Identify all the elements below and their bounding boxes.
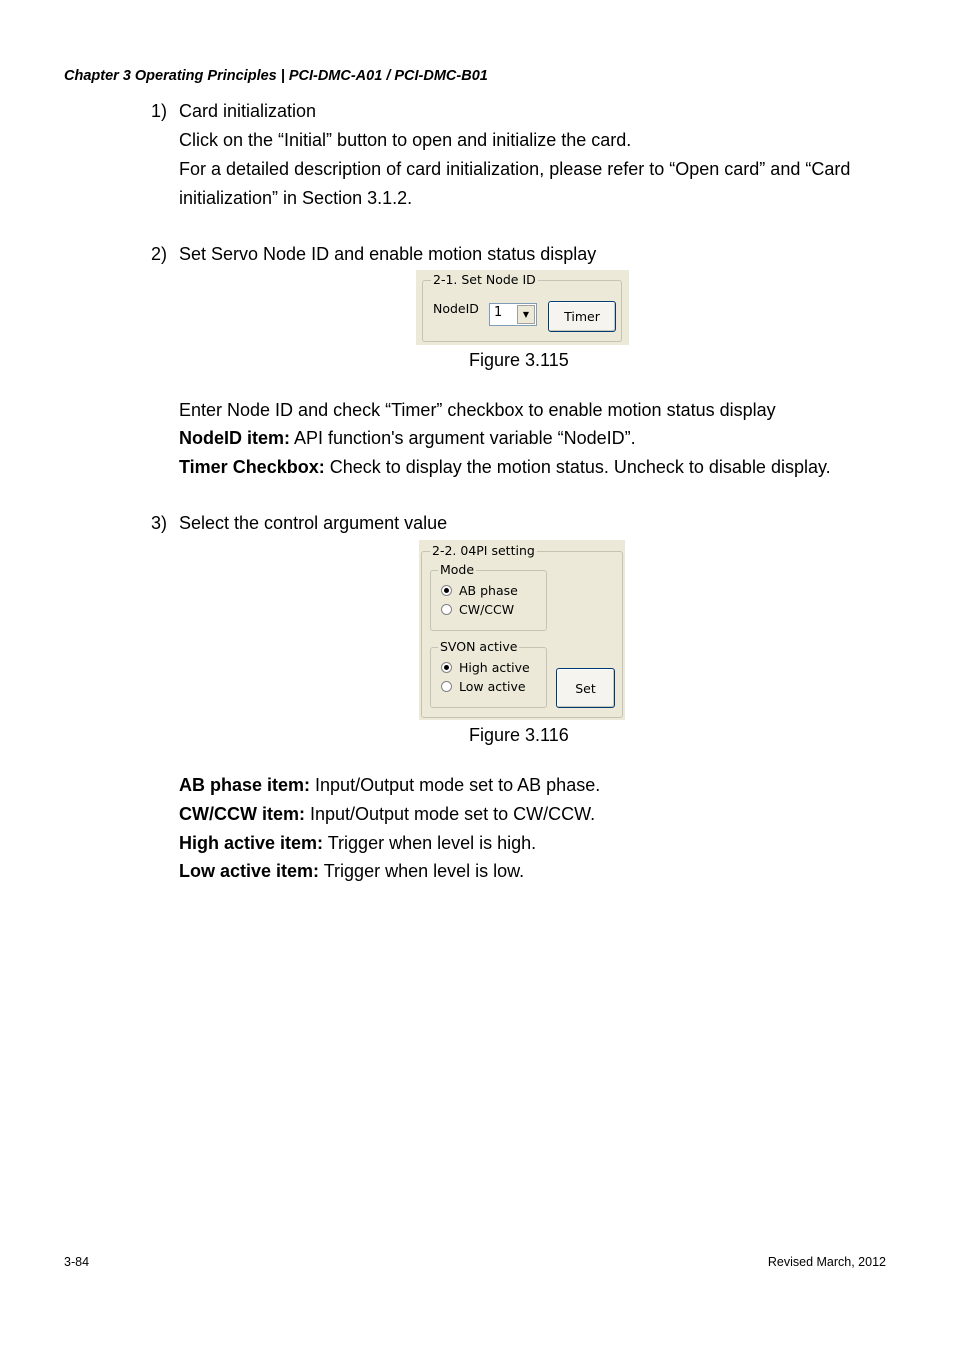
timer-item-line bbox=[179, 457, 831, 478]
svon-high-active-label: High active bbox=[459, 660, 530, 675]
set-button[interactable]: Set bbox=[556, 668, 615, 708]
svon-active-group-title: SVON active bbox=[440, 639, 518, 654]
section-1-number: 1) bbox=[151, 101, 168, 121]
radio-selected-icon[interactable] bbox=[441, 585, 452, 596]
section-1-line-2: For a detailed description of card initialization, please refer to “Open card” and “Card bbox=[179, 159, 851, 179]
section-1-line-1: Click on the “Initial” button to open and initialize the card. bbox=[179, 130, 632, 150]
high-active-item-text: Trigger when level is high. bbox=[323, 833, 537, 853]
high-active-item-line bbox=[179, 833, 536, 854]
high-active-item-label: High active item: bbox=[179, 833, 324, 853]
radio-unselected-icon[interactable] bbox=[441, 604, 452, 615]
04pi-setting-panel bbox=[419, 540, 625, 720]
svon-high-active-radio[interactable] bbox=[441, 660, 530, 675]
cw-ccw-item-text: Input/Output mode set to CW/CCW. bbox=[304, 804, 596, 824]
section-2-title: Set Servo Node ID and enable motion status display bbox=[179, 244, 597, 264]
mode-cw-ccw-radio[interactable] bbox=[441, 602, 514, 617]
mode-group-title: Mode bbox=[440, 562, 475, 577]
section-3-number: 3) bbox=[151, 513, 168, 533]
nodeid-label: NodeID bbox=[433, 301, 479, 316]
nodeid-select-value: 1 bbox=[494, 305, 503, 320]
nodeid-select[interactable] bbox=[489, 303, 537, 326]
svon-low-active-label: Low active bbox=[459, 679, 526, 694]
radio-selected-icon[interactable] bbox=[441, 662, 452, 673]
svon-low-active-radio[interactable] bbox=[441, 679, 526, 694]
section-3-title: Select the control argument value bbox=[179, 513, 448, 533]
timer-item-label: Timer Checkbox: bbox=[179, 457, 325, 477]
set-node-id-panel bbox=[416, 270, 629, 345]
low-active-item-text: Trigger when level is low. bbox=[319, 861, 525, 881]
mode-cw-ccw-label: CW/CCW bbox=[459, 602, 515, 617]
mode-ab-phase-radio[interactable] bbox=[441, 583, 518, 598]
figure-3-116-caption: Figure 3.116 bbox=[469, 725, 569, 745]
low-active-item-line bbox=[179, 861, 524, 882]
section-2-description: Enter Node ID and check “Timer” checkbox to enable motion status display bbox=[179, 400, 776, 420]
nodeid-item-text: API function's argument variable “NodeID”. bbox=[290, 428, 636, 448]
section-1-line-3: initialization” in Section 3.1.2. bbox=[179, 188, 413, 208]
chapter-header: Chapter 3 Operating Principles | PCI-DMC-A01 / PCI-DMC-B01 bbox=[64, 68, 488, 84]
set-node-id-group-title: 2-1. Set Node ID bbox=[433, 272, 536, 287]
ab-phase-item-line bbox=[179, 775, 600, 796]
radio-unselected-icon[interactable] bbox=[441, 681, 452, 692]
nodeid-item-line bbox=[179, 428, 636, 449]
section-2-number: 2) bbox=[151, 244, 168, 264]
cw-ccw-item-line bbox=[179, 804, 595, 825]
mode-group bbox=[430, 562, 547, 631]
timer-button[interactable]: Timer bbox=[548, 301, 616, 332]
svon-active-group bbox=[430, 639, 547, 708]
page-number: 3-84 bbox=[64, 1255, 90, 1269]
timer-item-text: Check to display the motion status. Uncheck to disable display. bbox=[324, 457, 831, 477]
low-active-item-label: Low active item: bbox=[179, 861, 320, 881]
ab-phase-item-text: Input/Output mode set to AB phase. bbox=[310, 775, 601, 795]
04pi-setting-group-title: 2-2. 04PI setting bbox=[432, 543, 535, 558]
figure-3-115-caption: Figure 3.115 bbox=[469, 350, 569, 370]
revision-date: Revised March, 2012 bbox=[767, 1255, 886, 1269]
ab-phase-item-label: AB phase item: bbox=[179, 775, 311, 795]
cw-ccw-item-label: CW/CCW item: bbox=[179, 804, 305, 824]
chevron-down-icon[interactable]: ▼ bbox=[517, 305, 535, 324]
nodeid-item-label: NodeID item: bbox=[179, 428, 291, 448]
mode-ab-phase-label: AB phase bbox=[459, 583, 518, 598]
section-1-title: Card initialization bbox=[179, 101, 317, 121]
